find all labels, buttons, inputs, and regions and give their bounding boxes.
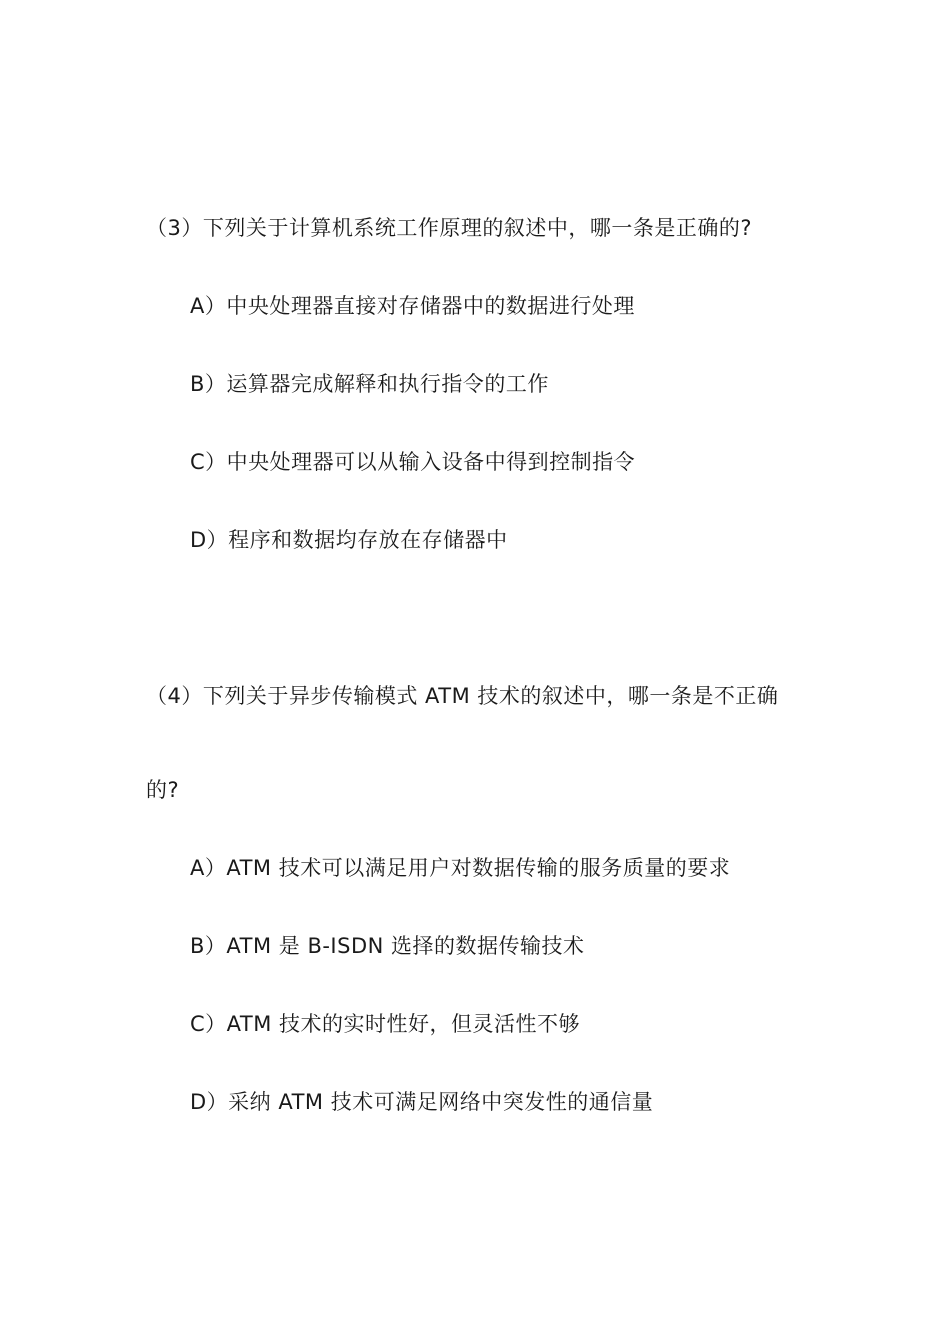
question-3-stem: （3）下列关于计算机系统工作原理的叙述中，哪一条是正确的? <box>146 216 753 240</box>
question-4-stem-line2: 的? <box>146 778 180 802</box>
question-3-option-a: A）中央处理器直接对存储器中的数据进行处理 <box>190 294 635 318</box>
question-3-option-d: D）程序和数据均存放在存储器中 <box>190 528 508 552</box>
question-4-option-a: A）ATM 技术可以满足用户对数据传输的服务质量的要求 <box>190 856 731 880</box>
question-4-stem-line1: （4）下列关于异步传输模式 ATM 技术的叙述中，哪一条是不正确 <box>146 684 779 708</box>
question-4-option-b: B）ATM 是 B-ISDN 选择的数据传输技术 <box>190 934 585 958</box>
question-3-option-b: B）运算器完成解释和执行指令的工作 <box>190 372 549 396</box>
question-3-option-c: C）中央处理器可以从输入设备中得到控制指令 <box>190 450 636 474</box>
question-4-option-d: D）采纳 ATM 技术可满足网络中突发性的通信量 <box>190 1090 654 1114</box>
question-4-option-c: C）ATM 技术的实时性好，但灵活性不够 <box>190 1012 581 1036</box>
